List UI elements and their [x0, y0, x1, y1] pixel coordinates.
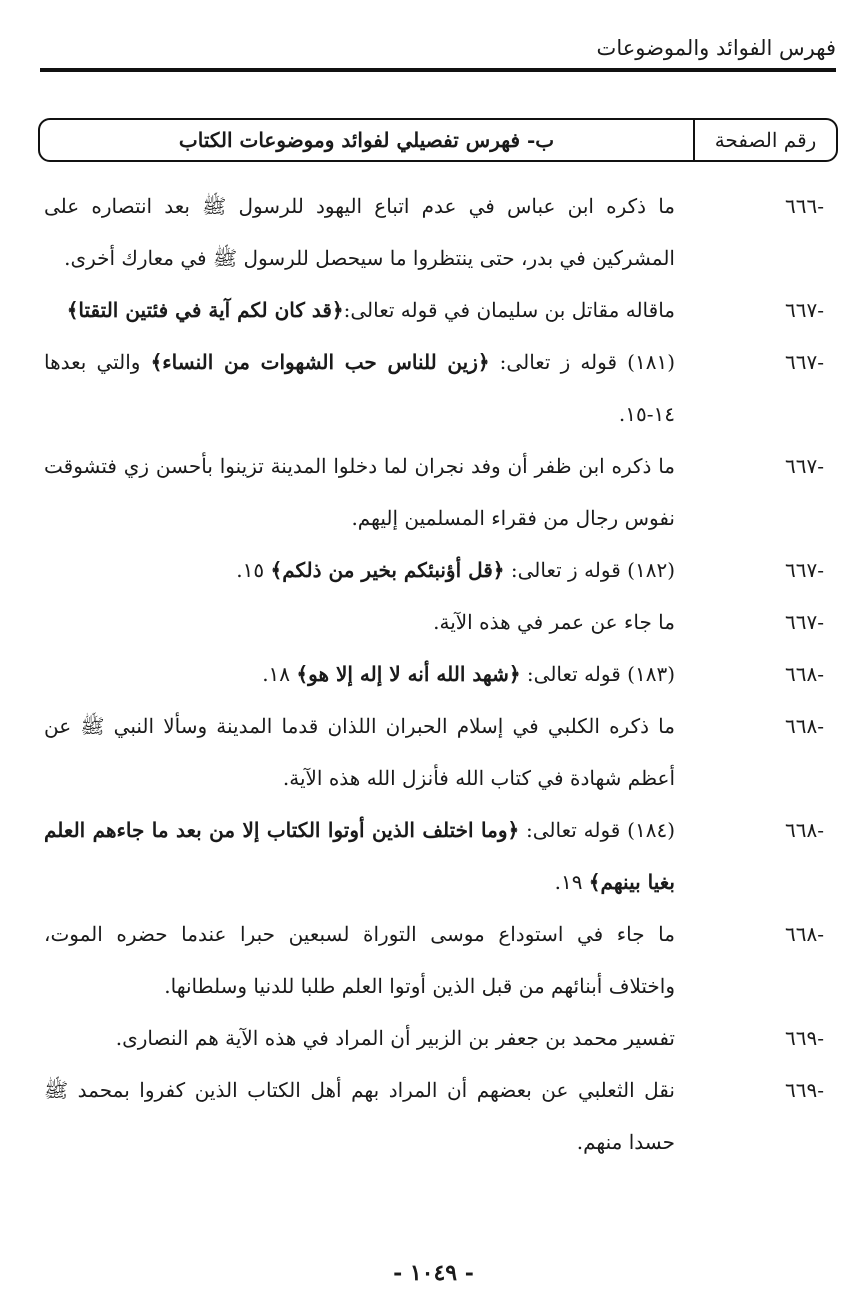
entry-text-part: ماقاله مقاتل بن سليمان في قوله تعالى:: [343, 298, 675, 322]
entry-text-part: (١٨٣) قوله تعالى:: [520, 662, 675, 686]
running-head: فهرس الفوائد والموضوعات: [596, 36, 836, 60]
entry-text-part: (١٨١) قوله ز تعالى:: [489, 350, 675, 374]
entry-page-number: -٦٦٧: [785, 298, 824, 322]
index-entry: [0, 908, 867, 1012]
entry-page-number: -٦٦٨: [785, 662, 824, 686]
verse-quote: ﴿شهد الله أنه لا إله إلا هو﴾: [296, 662, 521, 686]
entry-page-number: -٦٦٩: [785, 1026, 824, 1050]
entry-text-part: ما ذكره ابن ظفر أن وفد نجران لما دخلوا المدينة تزينوا بأحسن زي فتشوقت نفوس رجال من فقراء المسلمين إليهم.: [44, 454, 675, 530]
entry-text-part: والتي بعدها ١٤-١٥.: [44, 350, 675, 426]
verse-quote: ﴿قد كان لكم آية في فئتين التقتا﴾: [66, 298, 344, 322]
entry-page-number: -٦٦٧: [785, 350, 824, 374]
entry-text-part: (١٨٤) قوله تعالى:: [519, 818, 675, 842]
entry-text: [44, 180, 675, 284]
index-entry: [0, 440, 867, 544]
entry-text-part: ١٨.: [262, 662, 297, 686]
entry-page-number: -٦٦٧: [785, 610, 824, 634]
entry-page-number: -٦٦٧: [785, 558, 824, 582]
entry-text: [44, 284, 675, 336]
entry-page-number: -٦٦٧: [785, 454, 824, 478]
entry-page-number: -٦٦٨: [785, 818, 824, 842]
index-title: ب- فهرس تفصيلي لفوائد وموضوعات الكتاب: [178, 128, 555, 152]
index-entry: [0, 1012, 867, 1064]
entry-text: [44, 336, 675, 440]
index-entry: [0, 648, 867, 700]
index-entry: [0, 544, 867, 596]
index-entry: [0, 336, 867, 440]
index-entry: [0, 596, 867, 648]
entry-text-part: (١٨٢) قوله ز تعالى:: [504, 558, 675, 582]
entry-text-part: ما ذكره ابن عباس في عدم اتباع اليهود للرسول ﷺ بعد انتصاره على المشركين في بدر، حتى ينتظروا ما سيحصل للرسول ﷺ في معارك أخرى.: [44, 194, 675, 270]
index-entry: [0, 700, 867, 804]
entry-text: [44, 1012, 675, 1064]
page-column-header: رقم الصفحة: [693, 120, 836, 160]
entry-page-number: -٦٦٩: [785, 1078, 824, 1102]
index-entries: [0, 180, 867, 1168]
entry-text: [44, 648, 675, 700]
entry-text: [44, 908, 675, 1012]
entry-page-number: -٦٦٨: [785, 714, 824, 738]
entry-text-part: ما ذكره الكلبي في إسلام الحبران اللذان قدما المدينة وسألا النبي ﷺ عن أعظم شهادة في كتاب الله فأنزل الله هذه الآية.: [44, 714, 675, 790]
verse-quote: ﴿وما اختلف الذين أوتوا الكتاب إلا من بعد ما جاءهم العلم بغيا بينهم﴾: [44, 818, 675, 894]
index-entry: [0, 180, 867, 284]
entry-text: [44, 700, 675, 804]
index-entry: [0, 1064, 867, 1168]
entry-text: [44, 596, 675, 648]
index-entry: [0, 804, 867, 908]
entry-text-part: ١٥.: [236, 558, 271, 582]
entry-page-number: -٦٦٦: [785, 194, 824, 218]
entry-text: [44, 440, 675, 544]
verse-quote: ﴿قل أؤنبئكم بخير من ذلكم﴾: [270, 558, 505, 582]
entry-text-part: ما جاء عن عمر في هذه الآية.: [433, 610, 675, 634]
entry-text: [44, 544, 675, 596]
table-header: [38, 118, 838, 162]
entry-text-part: تفسير محمد بن جعفر بن الزبير أن المراد في هذه الآية هم النصارى.: [115, 1026, 675, 1050]
index-entry: [0, 284, 867, 336]
entry-text-part: نقل الثعلبي عن بعضهم أن المراد بهم أهل الكتاب الذين كفروا بمحمد ﷺ حسدا منهم.: [44, 1078, 675, 1154]
page-number: - ١٠٤٩ -: [393, 1260, 474, 1286]
entry-text: [44, 804, 675, 908]
entry-text-part: ١٩.: [554, 870, 589, 894]
header-rule: [40, 68, 836, 72]
entry-text-part: ما جاء في استوداع موسى التوراة لسبعين حبرا عندما حضره الموت، واختلاف أبنائهم من قبل الذين أوتوا العلم طلبا للدنيا وسلطانها.: [44, 922, 675, 998]
entry-text: [44, 1064, 675, 1168]
entry-page-number: -٦٦٨: [785, 922, 824, 946]
verse-quote: ﴿زين للناس حب الشهوات من النساء﴾: [150, 350, 490, 374]
